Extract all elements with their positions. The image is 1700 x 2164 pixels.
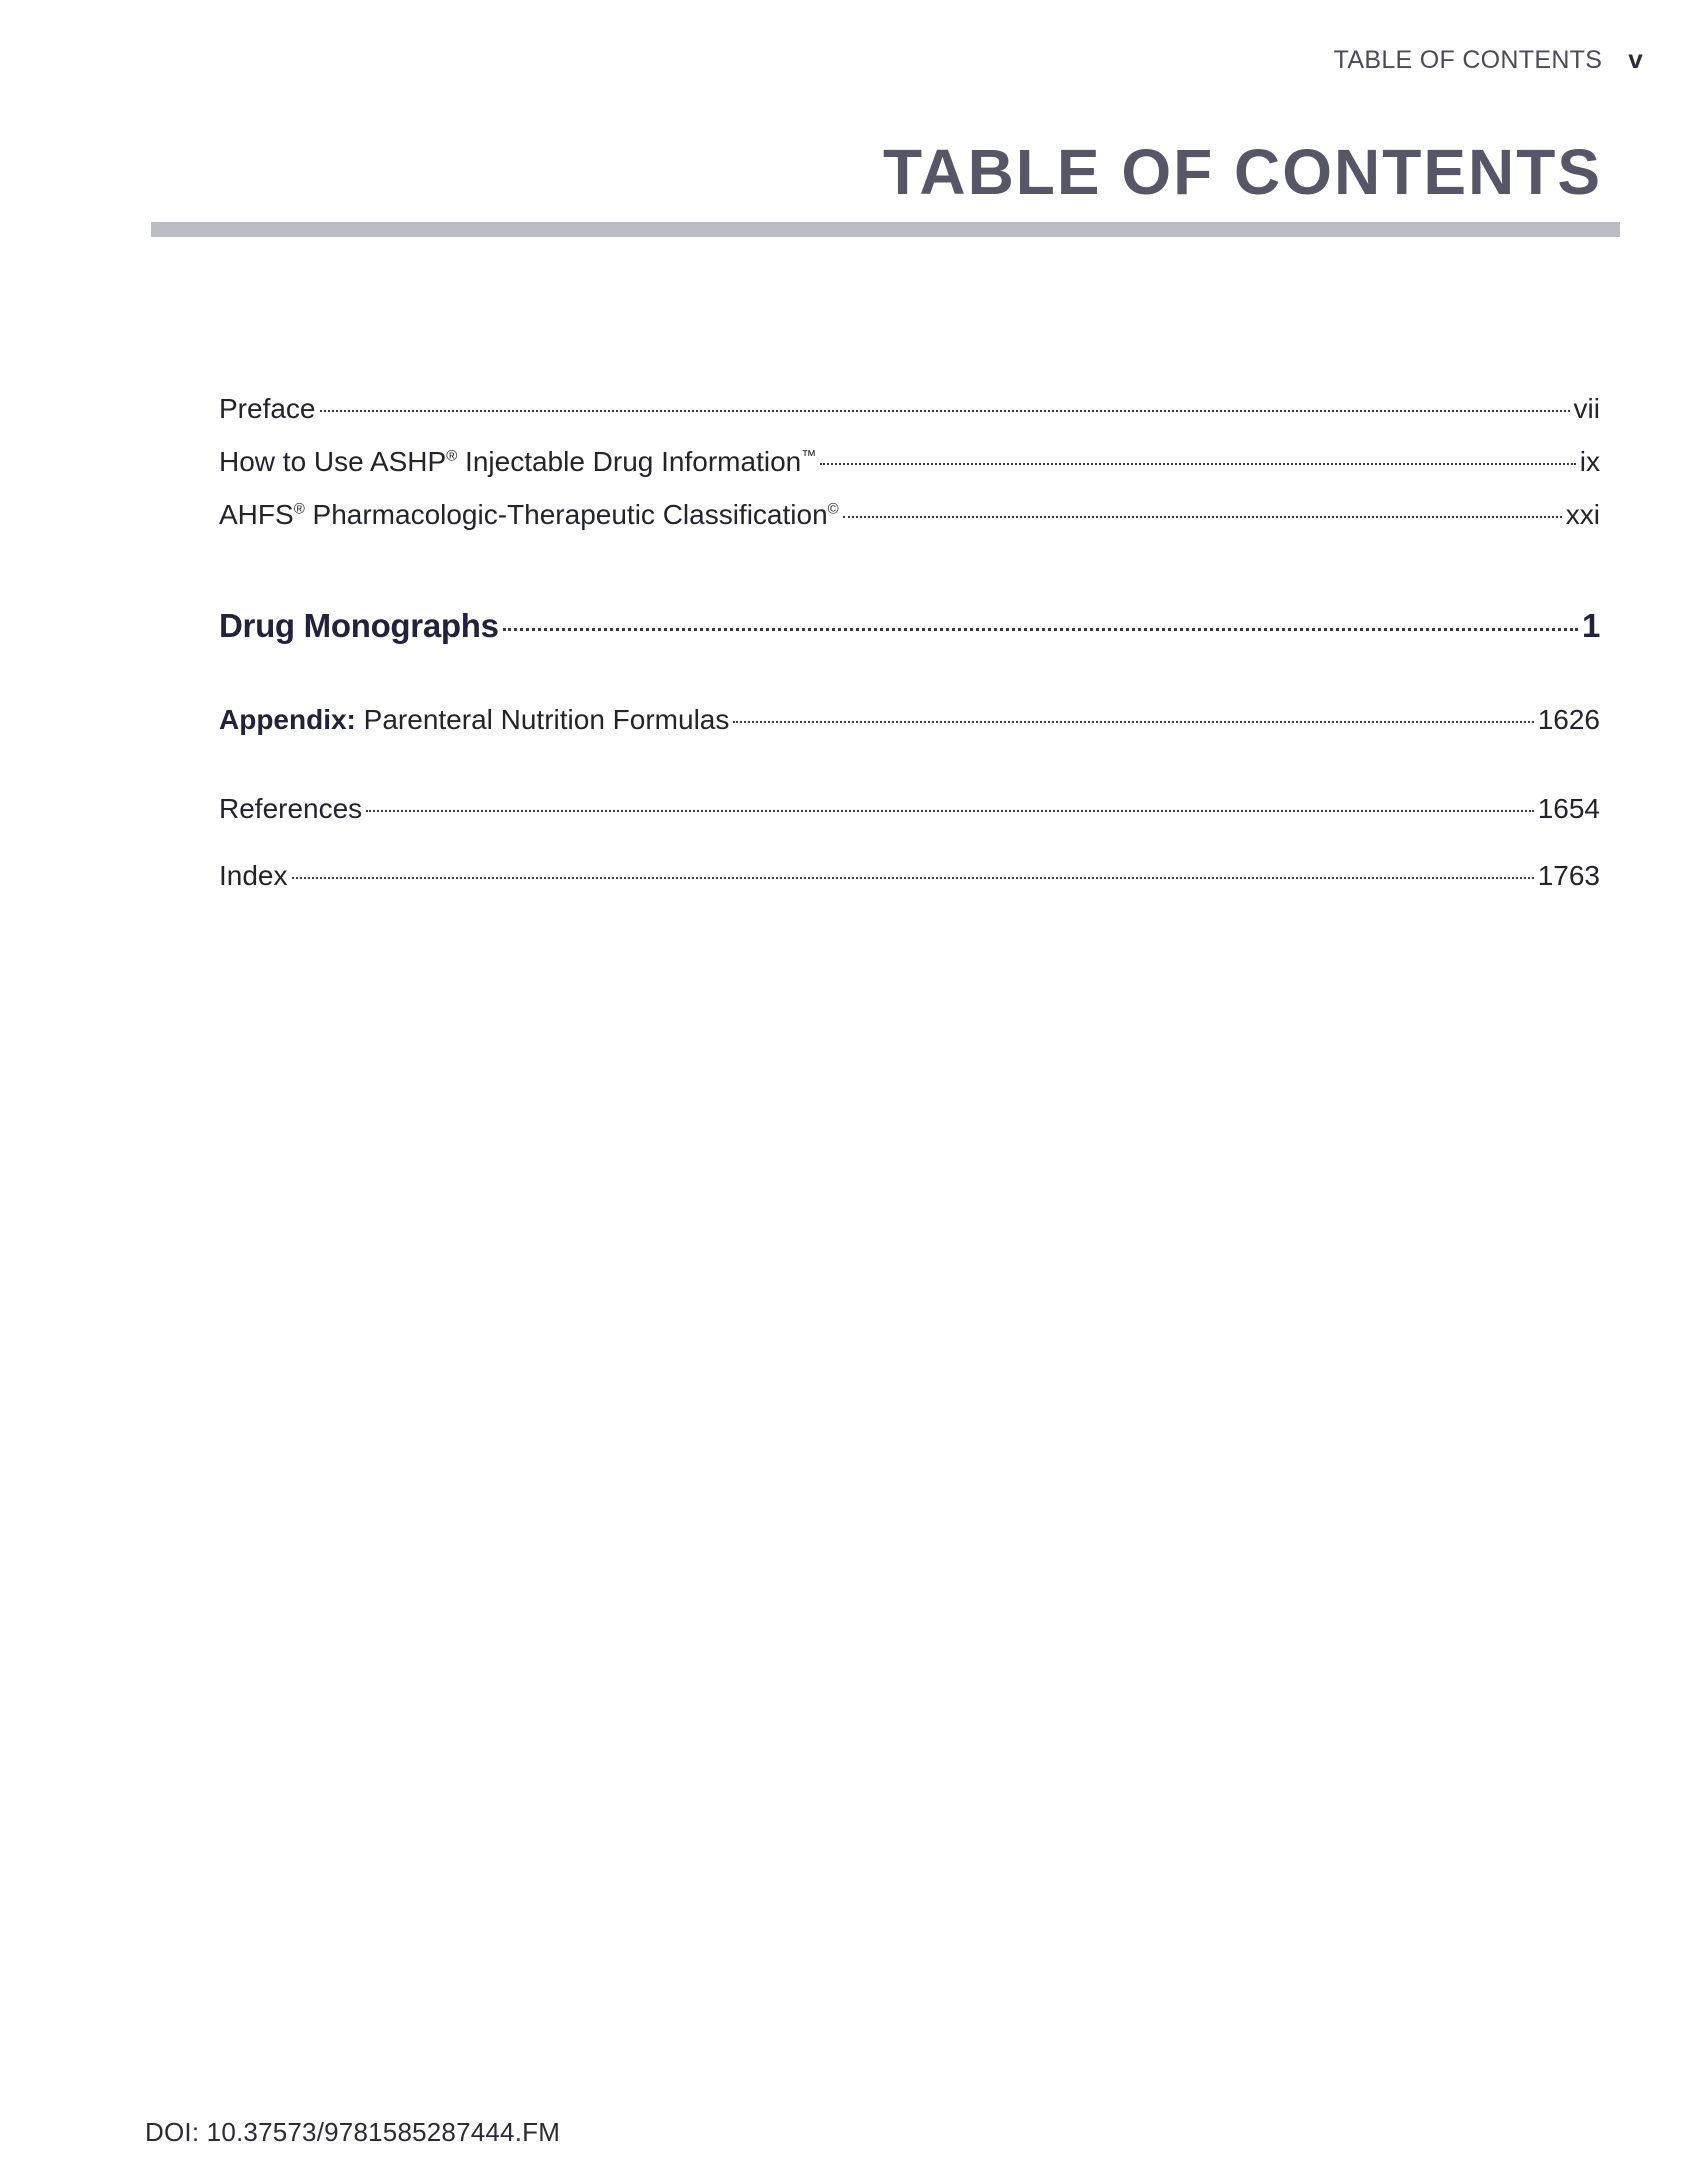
running-head [1334,44,1643,75]
toc-entry-page: vii [1573,393,1600,424]
running-head-section: TABLE OF CONTENTS [1333,46,1603,74]
dot-leader [843,516,1562,518]
dot-leader [320,410,1570,412]
toc-entry-how-to-use[interactable] [219,446,1600,478]
toc-entry-page: 1626 [1537,704,1600,735]
toc-entry-label: References [219,793,363,824]
toc-entry-label: How to Use ASHP® Injectable Drug Information™ [219,446,817,477]
toc-entry-references[interactable] [219,793,1600,825]
registered-mark: ® [293,500,305,518]
toc-entry-preface[interactable] [219,393,1600,425]
toc-entry-label: Drug Monographs [219,607,499,644]
dot-leader [292,877,1534,879]
toc-entry-ahfs[interactable] [219,499,1600,531]
toc-entry-page: 1763 [1537,860,1600,891]
toc-entry-label: AHFS® Pharmacologic-Therapeutic Classification© [219,499,839,530]
page-title: TABLE OF CONTENTS [883,136,1602,208]
toc-entry-page: ix [1579,446,1600,477]
registered-mark: ® [446,447,458,465]
trademark-mark: ™ [801,447,817,465]
toc-entry-page: 1 [1581,607,1600,644]
dot-leader [820,463,1576,465]
copyright-mark: © [827,500,839,518]
page-number: v [1628,44,1643,74]
toc-entry-label: Index [219,860,288,891]
title-rule-divider [151,222,1620,237]
toc-entry-drug-monographs[interactable] [219,607,1600,645]
toc-entry-label: Preface [219,393,316,424]
doi-footer: DOI: 10.37573/9781585287444.FM [145,2117,561,2147]
toc-entry-page: xxi [1565,499,1600,530]
toc-entry-appendix[interactable] [219,704,1600,736]
dot-leader [503,628,1578,631]
dot-leader [733,721,1533,723]
dot-leader [366,810,1534,812]
toc-entry-index[interactable] [219,860,1600,892]
toc-entry-page: 1654 [1537,793,1600,824]
toc-entry-label: Appendix: Parenteral Nutrition Formulas [219,704,730,735]
appendix-prefix: Appendix: [219,704,356,735]
